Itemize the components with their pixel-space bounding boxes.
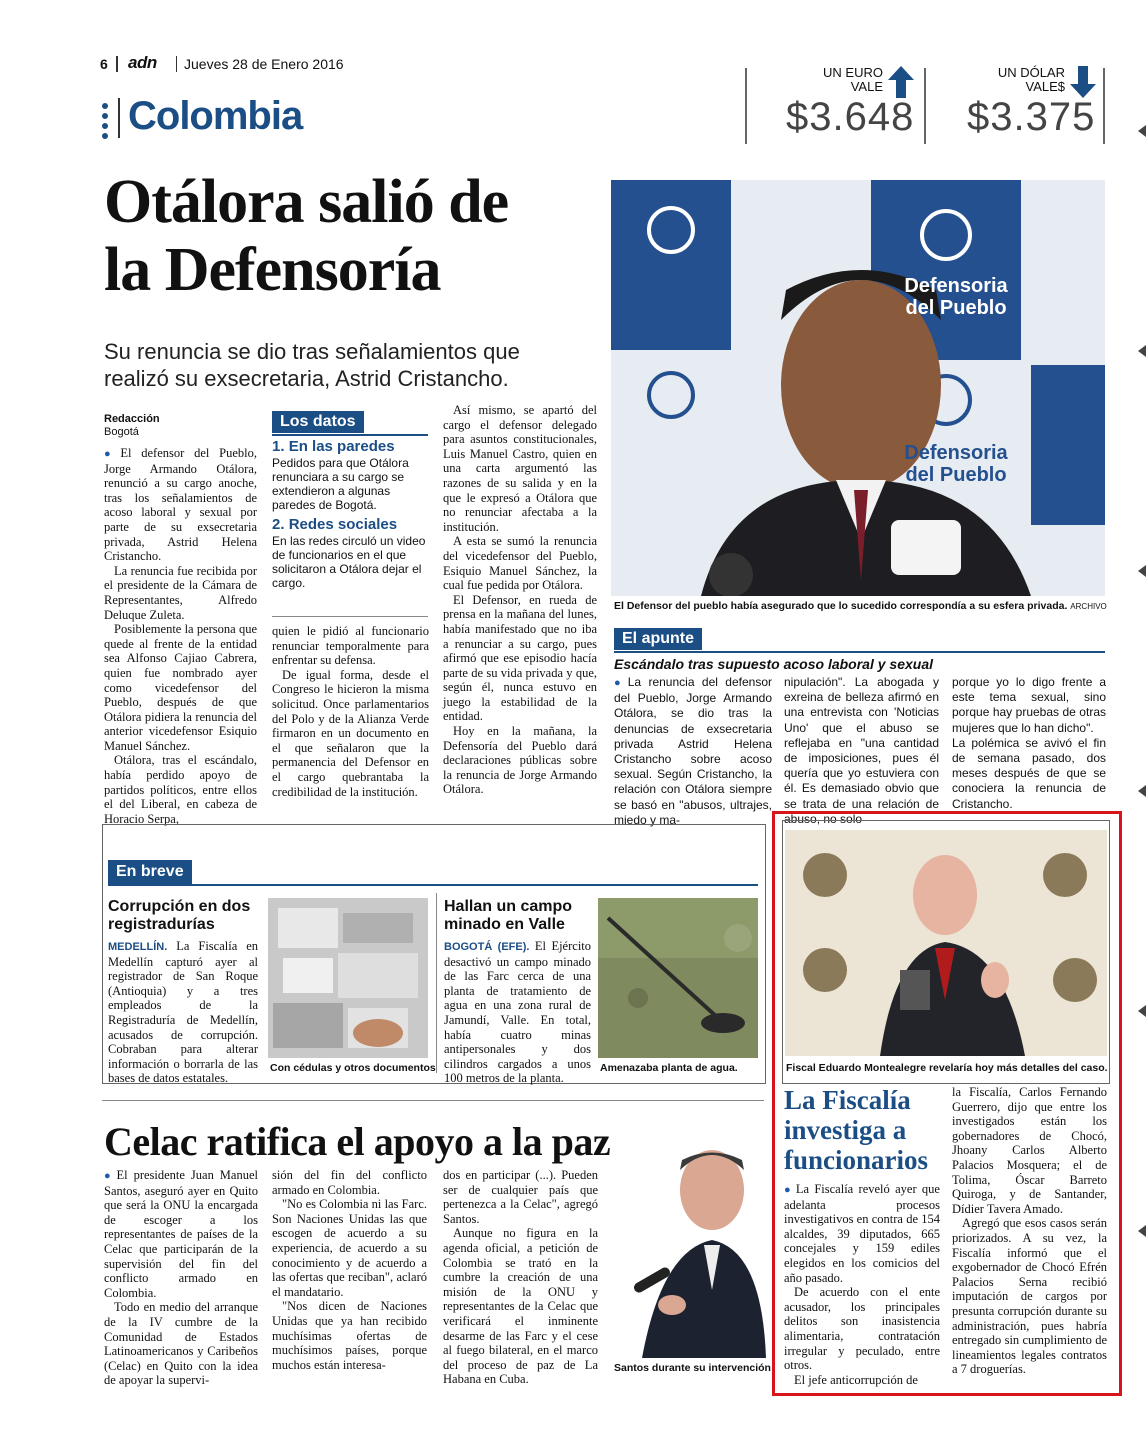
byline: Redacción <box>104 413 160 425</box>
bullet-icon: ● <box>784 1184 793 1196</box>
main-photo-caption: El Defensor del pueblo había asegurado que lo sucedido correspondía a su esfera privada. ARCHIVO <box>614 600 1107 612</box>
fiscalia-col2: la Fiscalía, Carlos Fernando Guerrero, dijo que entre los investigados están los gobernadores de Chocó, Jhoany Carlos Alberto Palacios Mosquera; el de Tolima, Óscar Barreto Quiroga, y de Santander, Dídier Tavera Amado. Agregó que esos casos serán priorizados. A su vez, la Fiscalía informó que el exgobernador de Chocó Efrén Palacios Serna recibió imputación de cargos por presunta corrupción durante su administración, pues habría entregado sin cumplimiento de lineamientos legales contratos a 7 droguerías. <box>952 1085 1107 1377</box>
celac-col1: ● El presidente Juan Manuel Santos, aseguró ayer en Quito que será la ONU la encargada de escoger a los representantes de países de la Celac que participarán de la supervisión del fin del conflicto armado en Colombia. Todo en medio del arranque de la IV cumbre de la Comunidad de Estados Latinoamericanos y Caribeños (Celac) en Quito con la idea de apoyar la supervi- <box>104 1168 258 1388</box>
main-photo <box>611 180 1105 596</box>
celac-photo <box>612 1140 766 1358</box>
divider <box>176 56 177 72</box>
dolar-value: $3.375 <box>967 95 1096 139</box>
datos-item-text: Pedidos para que Otálora renunciara a su cargo se extendieron a algunas paredes de Bogotá. <box>272 456 409 512</box>
scan-edge-mark <box>1138 125 1146 137</box>
issue-date: Jueves 28 de Enero 2016 <box>184 56 344 72</box>
celac-photo-caption: Santos durante su intervención <box>614 1362 771 1374</box>
main-article-col2: quien le pidió al funcionario renunciar temporalmente para enfrentar su defensa. De igual forma, desde el Congreso le hicieron la misma solicitud. Once parlamentarios del Polo y de la Alianza Verde firmaron en un documento en el que señalaron que la permanencia del Defensor en el cargo quebrantaba la credibilidad de la institución. <box>272 624 429 799</box>
bullet-icon: ● <box>614 677 625 689</box>
divider <box>108 884 758 886</box>
backdrop-text: Defensoria del Pueblo <box>904 275 1008 319</box>
divider <box>614 651 1105 653</box>
backdrop-text: Defensoria del Pueblo <box>904 442 1008 486</box>
divider <box>118 98 120 138</box>
scan-edge-mark <box>1138 785 1146 797</box>
celac-headline: Celac ratifica el apoyo a la paz <box>104 1119 611 1164</box>
fiscalia-headline: La Fiscalía investiga a funcionarios <box>784 1085 929 1175</box>
byline-city: Bogotá <box>104 426 139 438</box>
divider <box>924 68 926 144</box>
dolar-label: UN DÓLAR VALE$ <box>997 65 1065 94</box>
el-apunte-col2: nipulación". La abogada y exreina de belleza afirmó en una entrevista con 'Noticias Uno' que el abuso se reflejaba en "una cantidad de imposiciones, pues él quería que yo estuviera con él. Es demasiado obvio que se trata de una relación de abuso, no solo <box>784 675 939 826</box>
el-apunte-title: Escándalo tras supuesto acoso laboral y sexual <box>614 656 934 672</box>
breve2-text: BOGOTÁ (EFE). El Ejército desactivó un campo minado de las Farc cerca de una planta de tratamiento de agua en una zona rural de Jamundí, Valle. En total, había cuatro minas antipersonales y dos cilindros cargados a unos 100 metros de la planta. <box>444 939 592 1086</box>
los-datos-tag: Los datos <box>272 411 364 433</box>
fiscalia-photo <box>785 830 1107 1056</box>
euro-value: $3.648 <box>786 95 915 139</box>
divider <box>272 434 428 436</box>
breve1-text: MEDELLÍN. La Fiscalía en Medellín capturó ayer al registrador de San Roque (Antioquia) y a tres empleados de la Registraduría de Medellín, acusados de corrupción. Cobraban para alterar información o borrarla de las bases de datos estatales. <box>108 939 258 1086</box>
scan-edge-mark <box>1138 345 1146 357</box>
breve2-photo <box>598 898 758 1058</box>
fiscalia-photo-caption: Fiscal Eduardo Montealegre revelaría hoy más detalles del caso. <box>786 1062 1108 1074</box>
breve2-caption: Amenazaba planta de agua. <box>600 1062 738 1074</box>
section-dots-icon <box>102 103 108 139</box>
scan-edge-mark <box>1138 1225 1146 1237</box>
fiscalia-col1: ● La Fiscalía reveló ayer que adelanta procesos investigativos en contra de 154 alcaldes, 39 diputados, 665 concejales y 159 ediles elegidos en los comicios del año pasado. De acuerdo con el ente acusador, los principales delitos son inasistencia alimentaria, contratación irregular y peculado, entre otros. El jefe anticorrupción de <box>784 1182 940 1387</box>
el-apunte-col3: porque yo lo digo frente a este tema sexual, sino porque hay pruebas de otras mujeres que lo han dicho". La polémica se avivó el fin de semana pasado, dos meses después de que se conociera la renuncia de Cristancho. <box>952 675 1106 811</box>
section-title: Colombia <box>128 94 303 138</box>
breve1-title: Corrupción en dos registradurías <box>108 898 251 933</box>
celac-col2: sión del fin del conflicto armado en Colombia. "No es Colombia ni las Farc. Son Naciones Unidas las que escogen de acuerdo a su experiencia, de acuerdo a su conocimiento y de acuerdo a las ofertas que reciban", aclaró el mandatario. "Nos dicen de Naciones Unidas que ya han recibido muchísimas ofertas de muchísimos países, porque muchos están interesa- <box>272 1168 427 1372</box>
en-breve-tag: En breve <box>108 860 192 884</box>
divider <box>1103 68 1105 144</box>
breve1-caption: Con cédulas y otros documentos <box>270 1062 436 1074</box>
divider <box>102 1100 764 1101</box>
celac-col3: dos en participar (...). Pueden ser de cualquier país que pertenezca a la Celac", agregó Santos. Aunque no figura en la agenda oficial, a petición de Colombia se trató en la cumbre la creación de una misión de la ONU y representantes de la Celac que verificará el inminente desarme de las Farc y el cese al fuego bilateral, en el marco del proceso de paz de La Habana en Cuba. <box>443 1168 598 1387</box>
euro-label: UN EURO VALE <box>823 65 883 94</box>
main-subhead: Su renuncia se dio tras señalamientos que realizó su exsecretaria, Astrid Cristancho. <box>104 339 520 391</box>
main-headline: Otálora salió de la Defensoría <box>104 168 509 304</box>
bullet-icon: ● <box>104 1170 114 1182</box>
main-article-col1: ● El defensor del Pueblo, Jorge Armando Otálora, renunció a su cargo anoche, tras los señalamientos de acoso laboral y sexual por parte de su exsecretaria privada, Astrid Helena Cristancho. La renuncia fue recibida por el presidente de la Cámara de Representantes, Alfredo Deluque Zuleta. Posiblemente la persona que quede al frente de la entidad sea Alfonso Cajiao Cabrera, quien fue nombrado ayer como vicedefensor del Pueblo, después de que Otálora pidiera la renuncia del anterior vicedefensor Esiquio Manuel Sánchez. Otálora, tras el escándalo, había perdido apoyo de partidos políticos, entre ellos el del Liberal, en cabeza de Horacio Serpa, <box>104 446 257 826</box>
el-apunte-tag: El apunte <box>614 628 702 650</box>
page-number: 6 <box>100 56 108 72</box>
bullet-icon: ● <box>104 448 118 460</box>
divider <box>272 616 428 617</box>
divider <box>745 68 747 144</box>
el-apunte-col1: ● La renuncia del defensor del Pueblo, Jorge Armando Otálora, se dio tras la denuncias de exsecretaria privada Astrid Helena Cristancho sobre acoso sexual. Según Cristancho, la relación con Otálora siempre se basó en "abusos, ultrajes, miedo y ma- <box>614 675 772 827</box>
divider <box>116 56 118 72</box>
datos-item-title: 1. En las paredes <box>272 438 395 455</box>
breve2-title: Hallan un campo minado en Valle <box>444 898 573 933</box>
datos-item-title: 2. Redes sociales <box>272 516 398 533</box>
datos-item-text: En las redes circuló un video de funcionarios en el que solicitaron a Otálora dejar el cargo. <box>272 534 426 590</box>
los-datos-list <box>272 440 430 590</box>
divider <box>436 893 437 1073</box>
breve1-photo <box>268 898 428 1058</box>
main-article-col3: Así mismo, se apartó del cargo el defensor delegado para asuntos constitucionales, Luis Manuel Castro, quien en una carta argumentó las razones de su salida y en la que le expresó a Otálora que no renunciar afectaba a la institución. A esta se sumó la renuncia del vicedefensor del Pueblo, Esiquio Manuel Sánchez, la cual fue pedida por Otálora. El Defensor, en rueda de prensa en la mañana del lunes, había manifestado que no iba a renunciar a su cargo, pues afirmó que ese episodio hacía parte de su vida privada y que, según él, nunca estuvo en juego la estabilidad de la entidad. Hoy en la mañana, la Defensoría del Pueblo dará declaraciones públicas sobre la renuncia de Jorge Armando Otálora. <box>443 403 597 797</box>
scan-edge-mark <box>1138 565 1146 577</box>
scan-edge-mark <box>1138 1005 1146 1017</box>
brand-logo: adn <box>128 53 157 72</box>
